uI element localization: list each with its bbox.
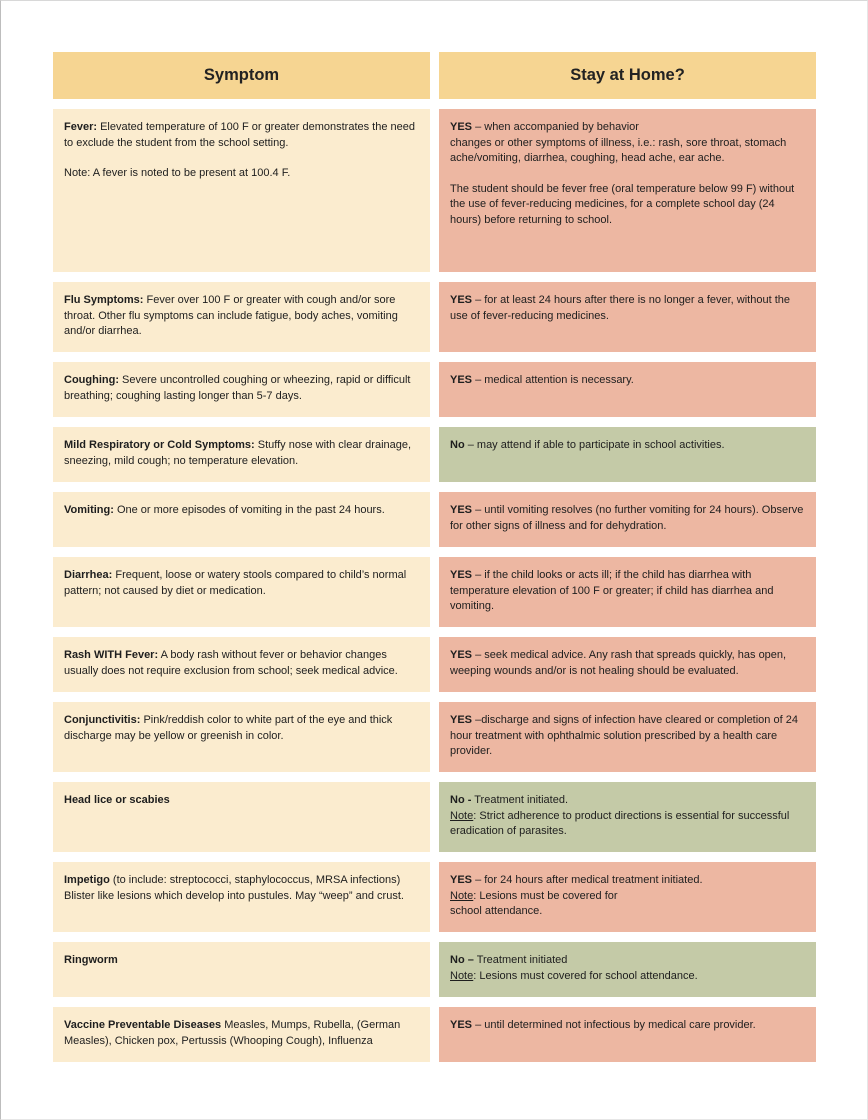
note-text: : Strict adherence to product directions is essential for successful eradication of parasites.: [450, 809, 790, 838]
table-row: [53, 427, 816, 482]
symptom-note: Note: A fever is noted to be present at 100.4 F.: [64, 167, 291, 180]
table-row: [53, 782, 816, 852]
symptom-table: [53, 52, 816, 1072]
answer-text: – until vomiting resolves (no further vomiting for 24 hours). Observe for other signs of illness and for dehydration.: [450, 504, 804, 532]
answer-cell: [439, 362, 816, 417]
answer-text: Treatment initiated.: [471, 794, 568, 806]
answer-cell: [439, 282, 816, 352]
table-row: [53, 637, 816, 692]
symptom-cell: [53, 362, 430, 417]
note-text-line2: school attendance.: [450, 905, 543, 918]
symptom-text: Severe uncontrolled coughing or wheezing, rapid or difficult breathing; coughing lasting longer than 5-7 days.: [64, 374, 411, 402]
note-label: Note: [450, 809, 474, 822]
answer-cell: [439, 942, 816, 997]
symptom-text: A body rash without fever or behavior changes usually does not require exclusion from school; seek medical advice.: [64, 649, 398, 677]
answer-label: YES: [450, 874, 473, 886]
symptom-cell: [53, 1007, 430, 1062]
answer-cell: [439, 427, 816, 482]
table-row: [53, 109, 816, 272]
answer-text: – seek medical advice. Any rash that spreads quickly, has open, weeping wounds and/or is not healing should be evaluated.: [450, 649, 787, 677]
answer-cell: [439, 109, 816, 272]
table-row: [53, 862, 816, 932]
symptom-text: Frequent, loose or watery stools compared to child’s normal pattern; not caused by diet or medication.: [64, 569, 407, 597]
answer-text: – when accompanied by behavior: [472, 121, 639, 133]
symptom-title: Conjunctivitis:: [64, 714, 141, 726]
answer-text: –discharge and signs of infection have cleared or completion of 24 hour treatment with ophthalmic solution prescribed by a health care provider.: [450, 714, 798, 758]
table-row: [53, 702, 816, 772]
answer-cell: [439, 782, 816, 852]
symptom-text: Measles, Mumps, Rubella, (German Measles), Chicken pox, Pertussis (Whooping Cough), Influenza: [64, 1019, 401, 1047]
table-row: [53, 557, 816, 627]
symptom-text: Fever over 100 F or greater with cough and/or sore throat. Other flu symptoms can include fatigue, body aches, vomiting and/or diarrhea.: [64, 294, 398, 338]
symptom-text: Stuffy nose with clear drainage, sneezing, mild cough; no temperature elevation.: [64, 439, 412, 467]
symptom-cell: [53, 427, 430, 482]
answer-paragraph: The student should be fever free (oral temperature below 99 F) without the use of fever-reducing medicines, for a complete school day (24 hours) before returning to school.: [450, 182, 795, 226]
answer-cell: [439, 862, 816, 932]
symptom-cell: [53, 492, 430, 547]
answer-label: No: [450, 439, 465, 451]
answer-label: YES: [450, 374, 473, 386]
answer-text: – may attend if able to participate in school activities.: [464, 439, 725, 451]
symptom-cell: [53, 637, 430, 692]
table-row: [53, 492, 816, 547]
answer-label: YES: [450, 649, 473, 661]
symptom-text: One or more episodes of vomiting in the past 24 hours.: [113, 504, 385, 516]
table-row: [53, 1007, 816, 1062]
answer-text: – for at least 24 hours after there is no longer a fever, without the use of fever-reducing medicines.: [450, 294, 790, 322]
symptom-title: Flu Symptoms:: [64, 294, 144, 306]
symptom-cell: [53, 557, 430, 627]
answer-label: YES: [450, 294, 473, 306]
answer-cell: [439, 1007, 816, 1062]
symptom-cell: [53, 782, 430, 852]
answer-note: [450, 809, 806, 840]
answer-text: – for 24 hours after medical treatment initiated.: [472, 874, 703, 886]
symptom-cell: [53, 702, 430, 772]
symptom-text: (to include: streptococci, staphylococcus, MRSA infections) Blister like lesions which develop into pustules. May “weep” and crust.: [64, 874, 404, 902]
symptom-title: Diarrhea:: [64, 569, 113, 581]
answer-text-line2: changes or other symptoms of illness, i.e.: rash, sore throat, stomach ache/vomiting, diarrhea, coughing, head ache, ear ache.: [450, 136, 787, 165]
table-row: [53, 282, 816, 352]
symptom-title: Rash WITH Fever:: [64, 649, 159, 661]
note-text: : Lesions must covered for school attendance.: [473, 969, 698, 982]
symptom-cell: [53, 282, 430, 352]
answer-cell: [439, 637, 816, 692]
symptom-title: Vomiting:: [64, 504, 114, 516]
symptom-title: Ringworm: [64, 954, 118, 966]
answer-label: No –: [450, 954, 474, 966]
answer-label: YES: [450, 569, 473, 581]
answer-label: YES: [450, 504, 473, 516]
answer-text: – until determined not infectious by medical care provider.: [472, 1019, 756, 1031]
answer-text: Treatment initiated: [473, 954, 568, 966]
answer-text: – medical attention is necessary.: [472, 374, 634, 386]
answer-cell: [439, 492, 816, 547]
answer-label: No -: [450, 794, 472, 806]
symptom-title: Vaccine Preventable Diseases: [64, 1019, 222, 1031]
symptom-title: Head lice or scabies: [64, 794, 170, 806]
symptom-title: Fever:: [64, 121, 98, 133]
answer-cell: [439, 702, 816, 772]
symptom-title: Coughing:: [64, 374, 119, 386]
answer-text: – if the child looks or acts ill; if the child has diarrhea with temperature elevation of 100 F or greater; if child has diarrhea and vomiting.: [450, 569, 774, 613]
answer-label: YES: [450, 714, 473, 726]
symptom-text: Elevated temperature of 100 F or greater demonstrates the need to exclude the student from the school setting.: [64, 121, 415, 149]
answer-label: YES: [450, 121, 473, 133]
table-row: [53, 362, 816, 417]
note-label: Note: [450, 889, 474, 902]
symptom-title: Impetigo: [64, 874, 110, 886]
symptom-cell: [53, 109, 430, 272]
answer-note: [450, 889, 806, 905]
header-stay-at-home: Stay at Home?: [439, 52, 816, 99]
symptom-cell: [53, 862, 430, 932]
answer-note: [450, 969, 806, 985]
symptom-title: Mild Respiratory or Cold Symptoms:: [64, 439, 255, 451]
note-text: : Lesions must be covered for: [473, 889, 618, 902]
answer-cell: [439, 557, 816, 627]
header-symptom: Symptom: [53, 52, 430, 99]
answer-label: YES: [450, 1019, 473, 1031]
table-header: [53, 52, 816, 99]
note-label: Note: [450, 969, 474, 982]
table-row: [53, 942, 816, 997]
symptom-text: Pink/reddish color to white part of the eye and thick discharge may be yellow or greenish in color.: [64, 714, 393, 742]
symptom-cell: [53, 942, 430, 997]
